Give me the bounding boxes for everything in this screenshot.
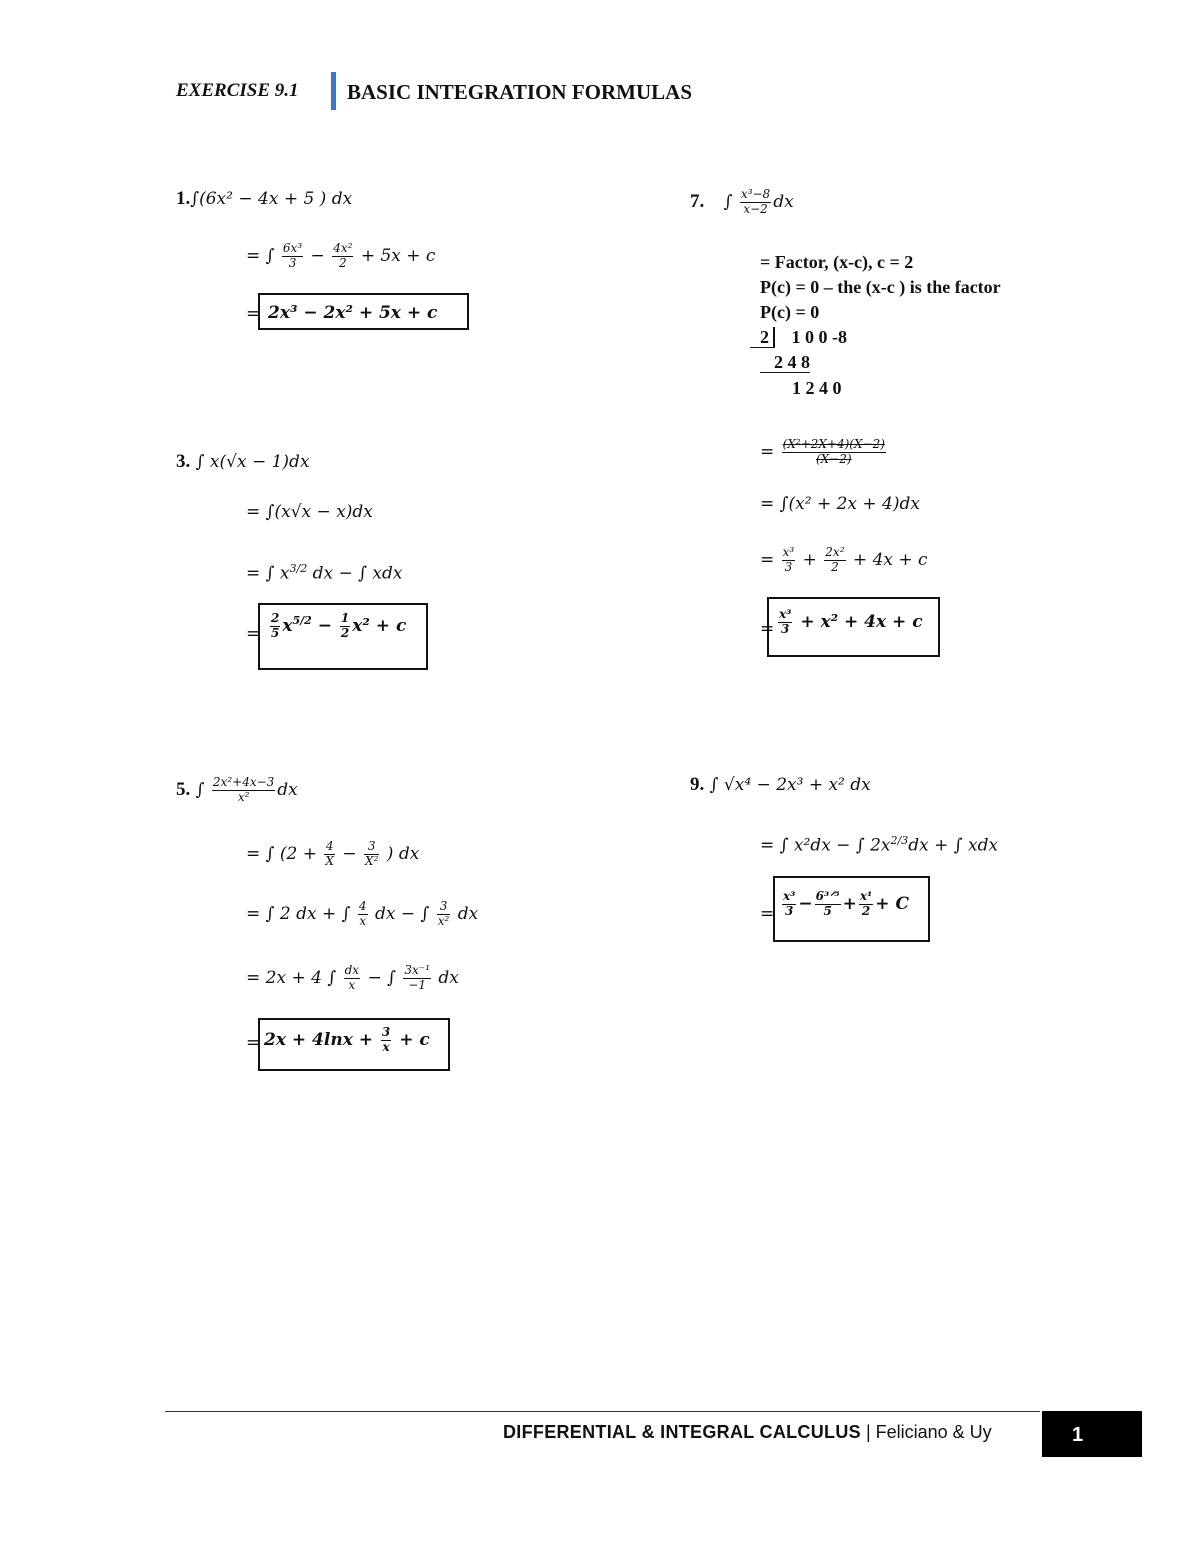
fraction <box>824 546 845 575</box>
problem-7-pc-note: P(c) = 0 <box>760 302 820 322</box>
problem-7-answer <box>776 608 923 637</box>
problem-9-expression: ∫ √x⁴ − 2x³ + x² dx <box>709 775 871 795</box>
numerator: x³ <box>783 889 796 903</box>
differential: dx <box>277 779 298 800</box>
fraction <box>324 840 335 869</box>
denominator: 2 <box>340 625 350 640</box>
denominator: 2 <box>831 559 839 574</box>
problem-1-answer: 2x³ − 2x² + 5x + c <box>268 303 438 323</box>
problem-5-answer-eq: = <box>246 1033 261 1053</box>
products: 2 4 8 <box>760 352 810 373</box>
numerator: 3 <box>437 900 451 915</box>
fraction <box>859 890 873 919</box>
step-text: = ∫ x²dx − ∫ 2x <box>760 835 891 856</box>
step-text: = ∫ (2 + <box>246 843 318 864</box>
problem-9 <box>690 774 871 796</box>
denominator: x² <box>437 913 450 928</box>
denominator: 5 <box>271 625 280 640</box>
footer-separator: | <box>860 1422 876 1442</box>
numerator: 4 <box>358 899 367 913</box>
denominator: 3 <box>288 255 297 270</box>
fraction <box>270 612 280 641</box>
fraction <box>340 612 350 641</box>
exercise-label: EXERCISE 9.1 <box>176 80 299 101</box>
numerator: 6x³ <box>282 241 303 255</box>
denominator: (X−2) <box>815 451 852 466</box>
problem-7-theorem-note: P(c) = 0 – the (x-c ) is the factor <box>760 277 1001 297</box>
denominator: x² <box>237 789 250 804</box>
problem-9-number: 9. <box>690 774 705 795</box>
page-number: 1 <box>1042 1411 1142 1457</box>
problem-3-answer-eq: = <box>246 624 261 644</box>
problem-5 <box>176 776 298 805</box>
fraction <box>212 776 275 805</box>
step-text: = ∫ x <box>246 563 290 584</box>
denominator: 3 <box>785 903 794 918</box>
step-text: = ∫ <box>246 245 275 266</box>
denominator: X² <box>365 853 379 868</box>
problem-9-step-1 <box>760 834 998 856</box>
footer <box>503 1422 992 1443</box>
numerator: 1 <box>340 611 350 625</box>
problem-5-number: 5. <box>176 778 191 800</box>
problem-7-number: 7. <box>690 190 705 212</box>
numerator: 2 <box>271 611 280 625</box>
step-text: − <box>342 843 357 864</box>
footer-authors: Feliciano & Uy <box>875 1422 992 1442</box>
numerator: x³ <box>779 607 792 621</box>
problem-5-step-1 <box>246 840 419 869</box>
fraction <box>344 964 360 993</box>
answer-term: + <box>842 893 857 914</box>
denominator: 2 <box>338 255 347 270</box>
answer-term: − <box>798 893 813 914</box>
problem-3-step-2 <box>246 562 402 584</box>
problem-1-answer-eq: = <box>246 304 261 324</box>
step-text: + 4x + c <box>852 549 928 570</box>
numerator: dx <box>344 963 360 977</box>
answer-term: + x² + 4x + c <box>800 611 923 632</box>
fraction <box>782 546 796 575</box>
step-text: + <box>802 549 817 570</box>
synthetic-division-row-2 <box>760 352 810 373</box>
numerator: x³ <box>782 545 795 559</box>
numerator: 3 <box>364 840 379 855</box>
synthetic-division-row-1 <box>750 327 847 348</box>
problem-7-step-1 <box>760 438 888 467</box>
step-text: = 2x + 4 ∫ <box>246 967 337 988</box>
step-text: dx <box>457 903 479 924</box>
fraction <box>437 900 451 929</box>
problem-9-answer <box>780 890 909 919</box>
problem-1-number: 1. <box>176 188 191 209</box>
problem-7-step-2: = ∫(x² + 2x + 4)dx <box>760 494 920 514</box>
fraction <box>282 242 303 271</box>
denominator: −1 <box>408 977 426 992</box>
fraction <box>782 438 886 467</box>
problem-3 <box>176 451 310 473</box>
fraction <box>403 964 431 993</box>
denominator: 3 <box>781 621 790 636</box>
numerator: 2x² <box>825 545 845 559</box>
fraction <box>778 608 792 637</box>
page-title: BASIC INTEGRATION FORMULAS <box>347 80 692 104</box>
denominator: x <box>348 977 356 992</box>
problem-3-step-1: = ∫(x√x − x)dx <box>246 502 373 522</box>
numerator: 3x⁻¹ <box>404 963 430 977</box>
denominator: x <box>382 1039 390 1054</box>
step-text: − <box>310 245 325 266</box>
fraction <box>815 890 841 919</box>
answer-term: + c <box>399 1029 430 1050</box>
step-text: − ∫ <box>367 967 396 988</box>
problem-5-step-3 <box>246 964 459 993</box>
numerator: x¹ <box>859 889 873 903</box>
problem-7 <box>690 188 794 217</box>
numerator: 6³ᐟ⁵ <box>815 889 840 903</box>
problem-5-step-2 <box>246 900 478 929</box>
exponent: 2/3 <box>890 834 909 847</box>
step-text: dx + ∫ xdx <box>908 835 999 856</box>
fraction <box>364 840 379 869</box>
footer-course: DIFFERENTIAL & INTEGRAL CALCULUS <box>503 1422 861 1442</box>
answer-term: − <box>311 615 338 636</box>
fraction <box>358 900 368 929</box>
coefficients: 1 0 0 -8 <box>791 327 847 347</box>
problem-7-answer-eq: = <box>760 619 775 639</box>
problem-3-answer <box>268 612 406 641</box>
denominator: 5 <box>823 903 832 918</box>
step-text: ) dx <box>386 843 420 864</box>
problem-9-answer-eq: = <box>760 904 775 924</box>
fraction <box>332 242 353 271</box>
problem-5-answer <box>264 1026 430 1055</box>
exponent: 5/2 <box>292 614 312 628</box>
step-text: dx <box>438 967 459 988</box>
step-text: = <box>760 549 775 570</box>
answer-term: x² + c <box>352 615 407 636</box>
answer-term: 2x + 4lnx + <box>264 1029 373 1050</box>
problem-1 <box>176 188 352 210</box>
problem-1-expression: ∫(6x² − 4x + 5 ) dx <box>190 189 353 209</box>
step-text: dx − ∫ xdx <box>307 563 403 584</box>
synthetic-division-row-3: 1 2 4 0 <box>792 378 842 398</box>
denominator: x−2 <box>743 201 768 216</box>
divisor: 2 <box>750 327 775 348</box>
differential: dx <box>773 191 794 212</box>
answer-term: + C <box>875 893 909 914</box>
numerator: 4x² <box>333 241 353 255</box>
step-text: = <box>760 441 775 462</box>
step-text: dx − ∫ <box>374 903 430 924</box>
problem-3-number: 3. <box>176 451 191 472</box>
problem-7-factor-note: = Factor, (x-c), c = 2 <box>760 252 914 272</box>
step-text: + 5x + c <box>360 245 436 266</box>
problem-1-step-1 <box>246 242 435 271</box>
step-text: = ∫ 2 dx + ∫ <box>246 903 351 924</box>
denominator: x <box>359 913 367 928</box>
title-accent-bar <box>331 72 336 110</box>
fraction <box>381 1026 391 1055</box>
integral-sign: ∫ <box>195 779 205 800</box>
numerator: 2x²+4x−3 <box>212 775 275 789</box>
fraction <box>740 188 771 217</box>
exponent: 3/2 <box>289 562 308 575</box>
fraction <box>782 890 796 919</box>
denominator: 2 <box>861 903 871 918</box>
integral-sign: ∫ <box>723 191 733 212</box>
denominator: X <box>325 853 334 868</box>
numerator: 4 <box>325 839 334 853</box>
numerator: (X²+2X+4)(X−2) <box>782 437 885 451</box>
problem-3-expression: ∫ x(√x − 1)dx <box>195 452 310 472</box>
numerator: x³−8 <box>740 187 771 201</box>
problem-7-step-3 <box>760 546 928 575</box>
numerator: 3 <box>381 1025 391 1039</box>
footer-rule <box>165 1411 1040 1412</box>
denominator: 3 <box>784 559 793 574</box>
answer-term: x <box>282 615 293 636</box>
